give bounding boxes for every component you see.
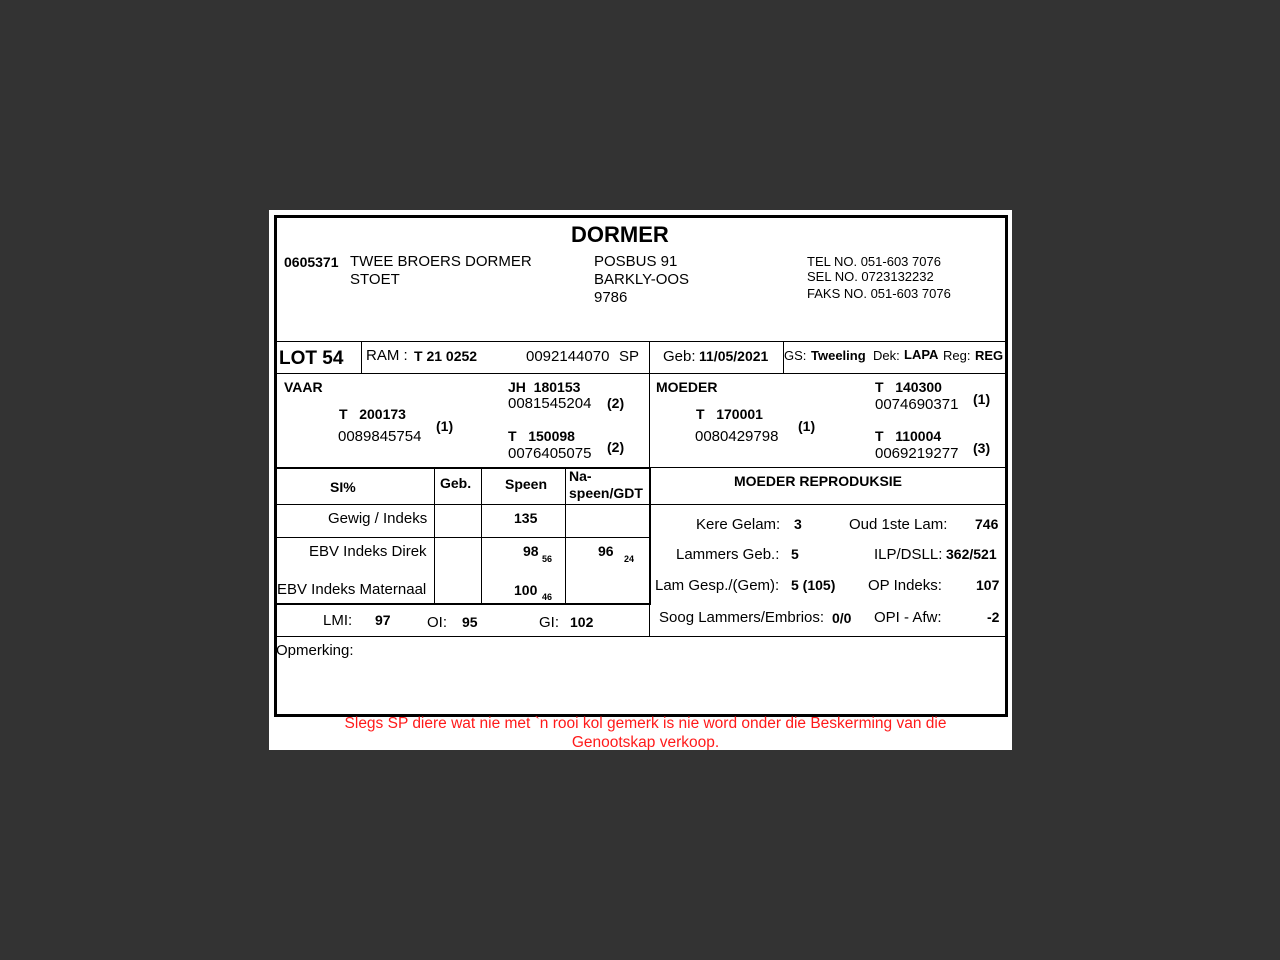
- divider: [274, 373, 1008, 374]
- breeder-code: 0605371: [284, 254, 339, 270]
- border-right: [1005, 215, 1008, 717]
- vaar-vaar-grade: (2): [607, 395, 625, 411]
- row-label-ebv-maternaal: EBV Indeks Maternaal: [277, 581, 427, 598]
- lammers-geb-value: 5: [791, 546, 799, 562]
- moeder-vaar-reg-no: 0074690371: [875, 396, 959, 413]
- breeder-address: BARKLY-OOS: [594, 271, 690, 288]
- gi-value: 102: [570, 614, 594, 630]
- divider: [361, 341, 362, 374]
- lam-gesp-label: Lam Gesp./(Gem):: [655, 577, 780, 594]
- kere-gelam-value: 3: [794, 516, 802, 532]
- speen-gewig-value: 135: [514, 510, 538, 526]
- kere-gelam-label: Kere Gelam:: [696, 516, 781, 533]
- lmi-value: 97: [375, 612, 391, 628]
- footer-disclaimer: Slegs SP diere wat nie met `n rooi kol gemerk is nie word onder die Beskerming van die: [344, 715, 947, 732]
- ram-sp: SP: [619, 348, 640, 365]
- opmerking-label: Opmerking:: [276, 642, 354, 659]
- moeder-grade: (1): [798, 418, 816, 434]
- geb-label: Geb:: [663, 348, 696, 365]
- reg-label: Reg:: [943, 348, 971, 363]
- gi-label: GI:: [539, 614, 560, 631]
- dek-value: LAPA: [904, 347, 939, 362]
- speen-maternaal-accuracy: 46: [542, 592, 553, 602]
- oi-value: 95: [462, 614, 478, 630]
- moeder-moeder-grade: (3): [973, 440, 991, 456]
- divider: [274, 603, 651, 605]
- row-label-ebv-direk: EBV Indeks Direk: [309, 543, 427, 560]
- moeder-moeder-id: T 110004: [875, 428, 942, 444]
- breed-title: DORMER: [571, 222, 669, 247]
- opi-afw-value: -2: [987, 609, 1000, 625]
- divider: [434, 468, 435, 604]
- divider: [650, 467, 1008, 468]
- vaar-id: T 200173: [339, 406, 406, 422]
- lot-card: [269, 210, 1012, 750]
- naspeen-direk-accuracy: 24: [624, 554, 635, 564]
- naspeen-header: Na-: [569, 468, 592, 484]
- naspeen-direk-value: 96: [598, 543, 614, 559]
- oi-label: OI:: [427, 614, 448, 631]
- divider: [274, 341, 1008, 342]
- divider: [274, 467, 651, 469]
- moeder-label: MOEDER: [656, 379, 718, 395]
- geb-date: 11/05/2021: [699, 348, 769, 364]
- op-indeks-value: 107: [976, 577, 1000, 593]
- gs-label: GS:: [784, 348, 807, 363]
- vaar-moeder-grade: (2): [607, 439, 625, 455]
- breeder-name: STOET: [350, 271, 400, 288]
- op-indeks-label: OP Indeks:: [868, 577, 942, 594]
- vaar-moeder-reg-no: 0076405075: [508, 445, 592, 462]
- vaar-grade: (1): [436, 418, 454, 434]
- breeder-address: 9786: [594, 289, 628, 306]
- speen-maternaal-value: 100: [514, 582, 538, 598]
- ilp-dsll-value: 362/521: [946, 546, 997, 562]
- lammers-geb-label: Lammers Geb.:: [676, 546, 780, 563]
- ram-label: RAM :: [366, 347, 408, 364]
- lot-label: LOT 54: [279, 348, 344, 369]
- si-header: SI%: [330, 479, 356, 495]
- naspeen-header: speen/GDT: [569, 485, 643, 501]
- vaar-reg-no: 0089845754: [338, 428, 422, 445]
- vaar-label: VAAR: [284, 379, 323, 395]
- ilp-dsll-label: ILP/DSLL:: [874, 546, 943, 563]
- opi-afw-label: OPI - Afw:: [874, 609, 942, 626]
- lam-gesp-value: 5 (105): [791, 577, 836, 593]
- dek-label: Dek:: [873, 348, 900, 363]
- speen-direk-value: 98: [523, 543, 539, 559]
- vaar-moeder-id: T 150098: [508, 428, 575, 444]
- breeder-address: POSBUS 91: [594, 253, 678, 270]
- oud-1ste-lam-label: Oud 1ste Lam:: [849, 516, 948, 533]
- lmi-label: LMI:: [323, 612, 353, 629]
- moeder-reg-no: 0080429798: [695, 428, 779, 445]
- moeder-vaar-grade: (1): [973, 391, 991, 407]
- speen-direk-accuracy: 56: [542, 554, 553, 564]
- divider: [274, 537, 650, 538]
- ram-reg-no: 0092144070: [526, 348, 610, 365]
- breeder-sel: SEL NO. 0723132232: [807, 269, 934, 284]
- soog-lammers-label: Soog Lammers/Embrios:: [659, 609, 825, 626]
- vaar-vaar-id: JH 180153: [508, 379, 581, 395]
- divider: [274, 504, 1008, 505]
- vaar-vaar-reg-no: 0081545204: [508, 395, 592, 412]
- breeder-name: TWEE BROERS DORMER: [350, 253, 532, 270]
- row-label-gewig: Gewig / Indeks: [328, 510, 428, 527]
- oud-1ste-lam-value: 746: [975, 516, 999, 532]
- divider: [565, 468, 566, 604]
- ram-id: T 21 0252: [414, 348, 478, 364]
- moeder-vaar-id: T 140300: [875, 379, 942, 395]
- divider: [649, 467, 651, 605]
- soog-lammers-value: 0/0: [832, 610, 852, 626]
- gs-value: Tweeling: [811, 348, 866, 363]
- geb-header: Geb.: [440, 475, 472, 491]
- speen-header: Speen: [505, 476, 548, 492]
- footer-disclaimer: Genootskap verkoop.: [571, 734, 720, 750]
- border-top: [274, 215, 1008, 218]
- breeder-faks: FAKS NO. 051-603 7076: [807, 286, 951, 301]
- divider: [274, 636, 1008, 637]
- reg-value: REG: [975, 348, 1004, 363]
- moeder-moeder-reg-no: 0069219277: [875, 445, 959, 462]
- divider: [481, 468, 482, 604]
- reproduksie-title: MOEDER REPRODUKSIE: [734, 473, 903, 489]
- moeder-id: T 170001: [696, 406, 763, 422]
- breeder-tel: TEL NO. 051-603 7076: [807, 254, 941, 269]
